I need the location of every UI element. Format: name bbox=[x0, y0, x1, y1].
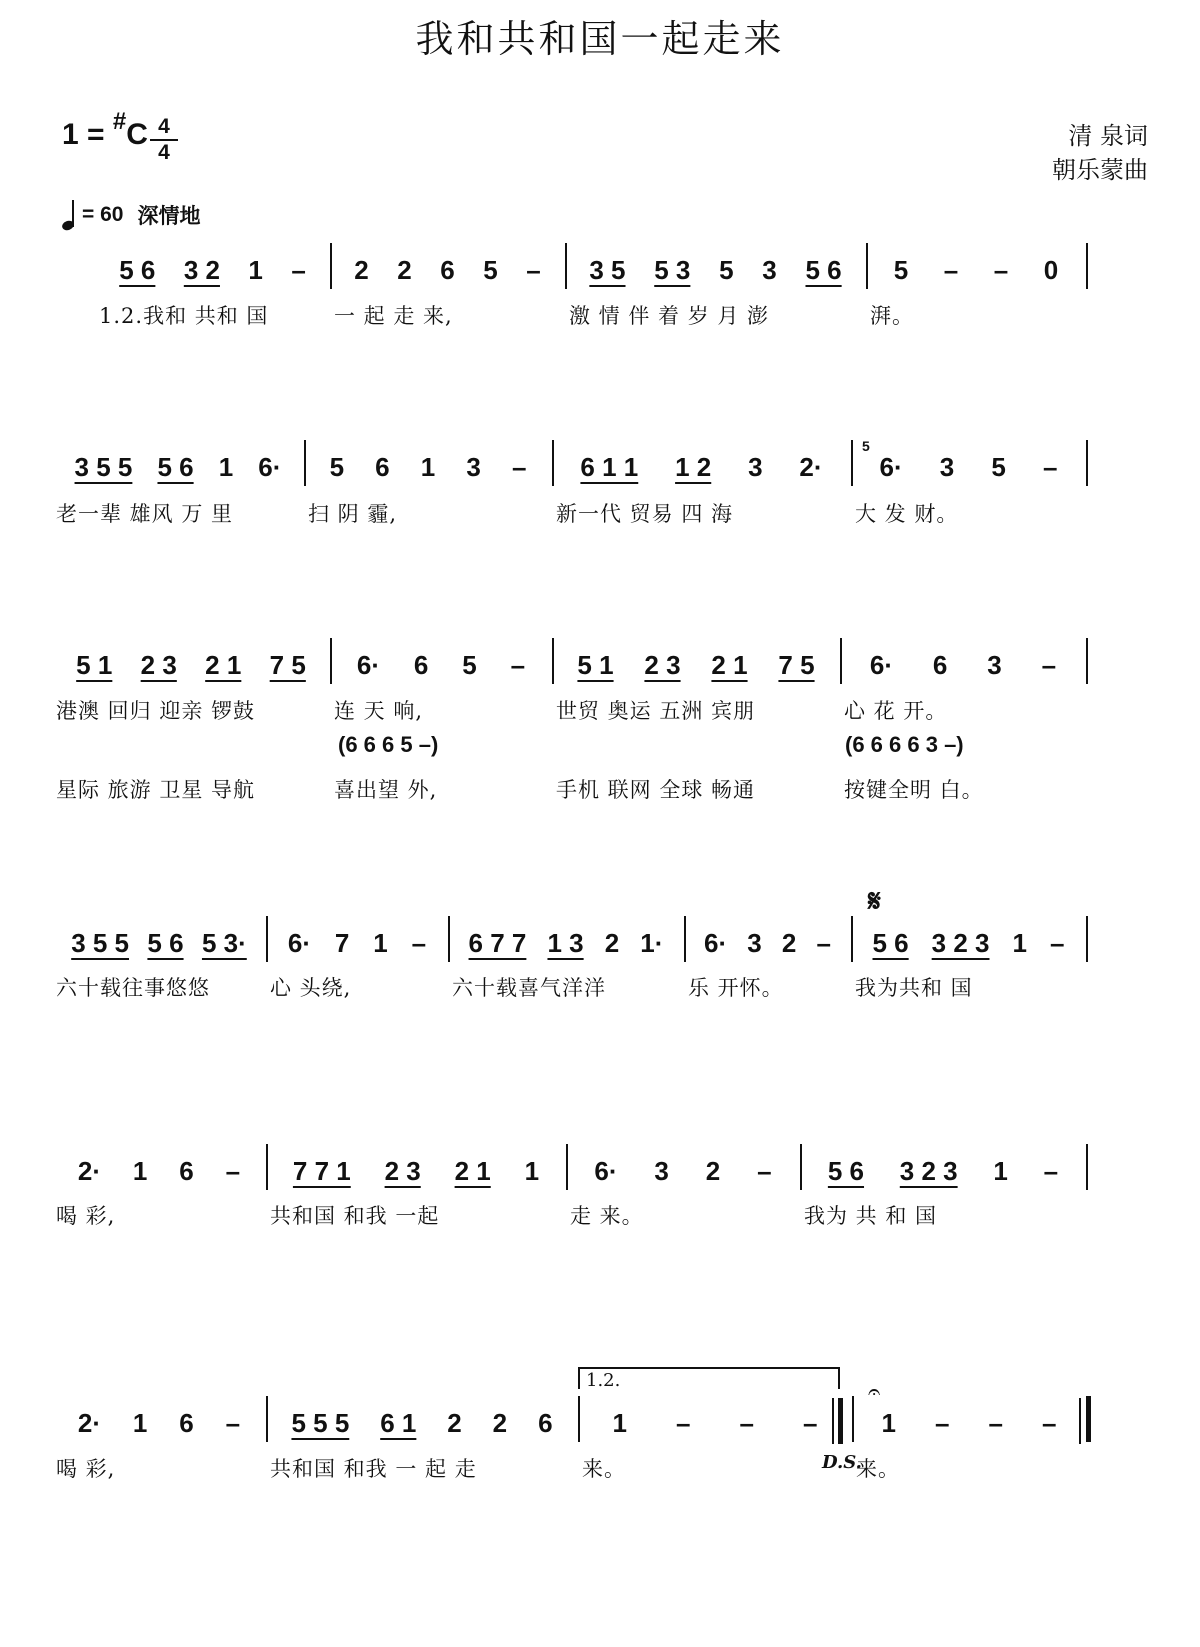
note-group: 5 bbox=[329, 452, 345, 482]
note-group: 2 bbox=[604, 928, 620, 958]
note-group: – bbox=[1041, 650, 1057, 680]
key-signature bbox=[62, 108, 148, 152]
measure bbox=[850, 650, 1076, 681]
note-group: 2· bbox=[799, 452, 823, 482]
lyric-line-verse2: 喜出望 外, bbox=[334, 778, 438, 802]
note-group: 2· bbox=[77, 1408, 102, 1438]
note-group: – bbox=[1043, 1156, 1059, 1186]
note-group: 2 3 bbox=[140, 650, 177, 680]
lyric-line: 喝 彩, bbox=[56, 1204, 116, 1228]
alternate-melody: (6 6 6 5 –) bbox=[338, 732, 439, 757]
note-group: – bbox=[943, 255, 959, 285]
note-group: 3 2 3 bbox=[899, 1156, 958, 1186]
lyric-line-verse2: 星际 旅游 卫星 导航 bbox=[56, 778, 256, 802]
lyric-line: 世贸 奥运 五洲 宾朋 bbox=[556, 699, 756, 723]
lyric-line: 喝 彩, bbox=[56, 1457, 116, 1481]
measure bbox=[276, 1408, 568, 1439]
note-group: 5 6 bbox=[805, 255, 842, 285]
note-group: 5 bbox=[893, 255, 909, 285]
song-title: 我和共和国一起走来 bbox=[415, 17, 785, 61]
barline bbox=[851, 440, 853, 486]
measure bbox=[458, 928, 674, 959]
note-group: 6· bbox=[287, 928, 312, 958]
barline bbox=[566, 1144, 568, 1190]
barline bbox=[565, 243, 567, 289]
note-group: 5 6 bbox=[157, 452, 194, 482]
note-group: 1 bbox=[881, 1408, 896, 1438]
note-group: 2 3 bbox=[644, 650, 681, 680]
note-group: 7 5 bbox=[269, 650, 306, 680]
note-group: 2 bbox=[354, 255, 369, 285]
lyric-line: 港澳 回归 迎亲 锣鼓 bbox=[56, 699, 256, 723]
note-group: 5 3· bbox=[201, 928, 247, 958]
note-group: 3 2 bbox=[183, 255, 220, 285]
barline bbox=[1086, 638, 1088, 684]
note-group: 3 bbox=[748, 452, 763, 482]
barline bbox=[851, 916, 853, 962]
measure bbox=[276, 1156, 556, 1187]
measure bbox=[62, 1156, 256, 1187]
note-group: – bbox=[225, 1156, 241, 1186]
measure bbox=[276, 928, 438, 959]
note-group: 2 3 bbox=[384, 1156, 421, 1186]
barline bbox=[1086, 440, 1088, 486]
note-group: 7 5 bbox=[778, 650, 815, 680]
lyric-line: 激 情 伴 着 岁 月 澎 bbox=[569, 304, 770, 328]
lyric-line: 六十载往事悠悠 bbox=[56, 976, 210, 1000]
note-group: 1 bbox=[524, 1156, 540, 1186]
time-signature bbox=[150, 116, 178, 164]
note-group: – bbox=[291, 255, 306, 285]
note-group: 5 bbox=[719, 255, 734, 285]
barline bbox=[852, 1396, 854, 1442]
note-group: 6 bbox=[440, 255, 455, 285]
note-group: 5 5 5 bbox=[291, 1408, 350, 1438]
lyric-line: 乐 开怀。 bbox=[688, 976, 784, 1000]
lyric-line: 共和国 和我 一 起 走 bbox=[270, 1457, 477, 1481]
barline bbox=[266, 1144, 268, 1190]
lyric-line: 1.2.我和 共和 国 bbox=[99, 304, 269, 328]
final-barline bbox=[1086, 1396, 1091, 1442]
note-group: 5 6 bbox=[147, 928, 184, 958]
barline bbox=[552, 440, 554, 486]
lyric-line: 心 花 开。 bbox=[844, 699, 948, 723]
measure bbox=[62, 452, 294, 483]
note-group: – bbox=[993, 255, 1009, 285]
barline bbox=[684, 916, 686, 962]
note-group: 6 bbox=[179, 1156, 194, 1186]
barline bbox=[866, 243, 868, 289]
note-group: 5 1 bbox=[76, 650, 113, 680]
note-group: – bbox=[411, 928, 427, 958]
lyric-line: 一 起 走 来, bbox=[334, 304, 453, 328]
barline bbox=[330, 243, 332, 289]
lyric-line: 走 来。 bbox=[570, 1204, 644, 1228]
barline bbox=[800, 1144, 802, 1190]
note-group: 6· bbox=[594, 1156, 618, 1186]
fermata-icon: 𝄐 bbox=[868, 1380, 881, 1405]
note-group: 6 7 7 bbox=[468, 928, 527, 958]
measure bbox=[105, 255, 320, 286]
note-group: 1 bbox=[248, 255, 263, 285]
barline bbox=[266, 1396, 268, 1442]
measure bbox=[876, 255, 1076, 286]
note-group: 1 bbox=[1012, 928, 1027, 958]
note-group: – bbox=[816, 928, 831, 958]
lyric-line: 老一辈 雄风 万 里 bbox=[56, 502, 234, 526]
lyric-line-verse2: 按键全明 白。 bbox=[844, 778, 984, 802]
note-group: 5 bbox=[991, 452, 1006, 482]
key-prefix: 1 = bbox=[62, 118, 105, 151]
note-group: 2 bbox=[397, 255, 412, 285]
note-group: 5 bbox=[462, 650, 477, 680]
barline bbox=[840, 638, 842, 684]
final-barline-thin bbox=[1079, 1398, 1081, 1444]
measure bbox=[314, 452, 542, 483]
note-group: – bbox=[739, 1408, 754, 1438]
note-group: 2 1 bbox=[711, 650, 748, 680]
measure bbox=[562, 650, 830, 681]
note-group: 6 1 1 bbox=[580, 452, 639, 482]
note-group: 1 bbox=[420, 452, 436, 482]
time-sig-bottom: 4 bbox=[158, 141, 170, 164]
barline bbox=[1086, 1144, 1088, 1190]
lyricist-credit: 清 泉词 bbox=[1068, 122, 1148, 150]
note-group: – bbox=[526, 255, 541, 285]
measure bbox=[340, 255, 555, 286]
note-group: 5 1 bbox=[577, 650, 614, 680]
tempo-expression: 深情地 bbox=[137, 205, 201, 228]
lyric-line: 来。 bbox=[856, 1457, 900, 1481]
note-group: 1 2 bbox=[675, 452, 712, 482]
note-group: 6 bbox=[179, 1408, 194, 1438]
note-group: 3 5 5 bbox=[71, 928, 130, 958]
note-group: – bbox=[1050, 928, 1065, 958]
note-group: 2 bbox=[781, 928, 797, 958]
measure bbox=[340, 650, 542, 681]
measure bbox=[62, 1408, 256, 1439]
note-group: 5 6 bbox=[827, 1156, 865, 1186]
note-group: 6 bbox=[538, 1408, 553, 1438]
barline bbox=[1086, 916, 1088, 962]
lyric-line: 湃。 bbox=[870, 304, 914, 328]
note-group: 3 5 5 bbox=[74, 452, 133, 482]
sharp-sign: # bbox=[112, 108, 127, 135]
repeat-barline-thin bbox=[832, 1398, 834, 1444]
note-group: 3 2 3 bbox=[931, 928, 990, 958]
note-group: 7 bbox=[334, 928, 350, 958]
tempo-value: = 60 bbox=[82, 203, 124, 226]
note-group: 6· bbox=[869, 650, 894, 680]
measure bbox=[62, 650, 320, 681]
note-group: 1 bbox=[373, 928, 388, 958]
note-group: 0 bbox=[1043, 255, 1059, 285]
note-group: 6 1 bbox=[380, 1408, 417, 1438]
lyric-line-verse2: 手机 联网 全球 畅通 bbox=[556, 778, 756, 802]
lyric-line: 大 发 财。 bbox=[855, 502, 959, 526]
barline bbox=[304, 440, 306, 486]
note-group: 1 bbox=[612, 1408, 627, 1438]
note-group: 6· bbox=[704, 928, 728, 958]
measure bbox=[576, 1156, 790, 1187]
volta-label: 1.2. bbox=[586, 1370, 621, 1391]
note-group: 3 bbox=[747, 928, 762, 958]
note-group: – bbox=[757, 1156, 772, 1186]
lyric-line: 连 天 响, bbox=[334, 699, 424, 723]
note-group: 1 bbox=[132, 1408, 148, 1438]
note-group: 1 3 bbox=[547, 928, 584, 958]
note-group: 6· bbox=[879, 452, 903, 482]
note-group: – bbox=[803, 1408, 818, 1438]
lyric-line: 六十载喜气洋洋 bbox=[452, 976, 606, 1000]
note-group: – bbox=[935, 1408, 950, 1438]
note-group: 6 bbox=[932, 650, 948, 680]
note-group: – bbox=[510, 650, 526, 680]
tempo-marking bbox=[62, 200, 200, 230]
barline bbox=[1086, 243, 1088, 289]
composer-credit: 朝乐蒙曲 bbox=[1052, 156, 1148, 184]
note-group: 2· bbox=[77, 1156, 102, 1186]
note-group: 2 bbox=[705, 1156, 721, 1186]
note-group: 6 bbox=[413, 650, 429, 680]
barline bbox=[552, 638, 554, 684]
measure bbox=[861, 928, 1076, 959]
measure bbox=[861, 452, 1076, 483]
lyric-line: 共和国 和我 一起 bbox=[270, 1204, 440, 1228]
key-note: C bbox=[126, 118, 148, 151]
lyric-line: 扫 阴 霾, bbox=[308, 502, 398, 526]
note-group: 3 bbox=[987, 650, 1002, 680]
note-group: – bbox=[1042, 452, 1058, 482]
note-group: 1· bbox=[640, 928, 664, 958]
note-group: – bbox=[1042, 1408, 1057, 1438]
quarter-note-icon bbox=[62, 200, 76, 230]
lyric-line: 新一代 贸易 四 海 bbox=[556, 502, 734, 526]
note-group: 6· bbox=[258, 452, 282, 482]
note-group: 5 6 bbox=[872, 928, 909, 958]
note-group: 6· bbox=[356, 650, 381, 680]
measure bbox=[694, 928, 841, 959]
note-group: 3 bbox=[654, 1156, 669, 1186]
barline bbox=[330, 638, 332, 684]
note-group: 2 1 bbox=[205, 650, 242, 680]
note-group: – bbox=[225, 1408, 241, 1438]
ds-marking: D.S. bbox=[822, 1452, 862, 1473]
note-group: 7 7 1 bbox=[292, 1156, 351, 1186]
lyric-line: 我为共和 国 bbox=[855, 976, 973, 1000]
measure bbox=[62, 928, 256, 959]
note-group: – bbox=[988, 1408, 1003, 1438]
measure bbox=[810, 1156, 1076, 1187]
lyric-line: 心 头绕, bbox=[270, 976, 352, 1000]
time-sig-top: 4 bbox=[158, 115, 170, 138]
measure bbox=[862, 1408, 1076, 1439]
note-group: 2 bbox=[447, 1408, 462, 1438]
segno-sign: 𝄋 bbox=[868, 884, 881, 919]
grace-note: 5 bbox=[862, 438, 870, 454]
lyric-line: 我为 共 和 国 bbox=[804, 1204, 938, 1228]
note-group: 1 bbox=[218, 452, 234, 482]
measure bbox=[575, 255, 856, 286]
lyric-line: 来。 bbox=[582, 1457, 626, 1481]
note-group: 5 6 bbox=[119, 255, 156, 285]
note-group: – bbox=[676, 1408, 691, 1438]
note-group: 3 bbox=[762, 255, 777, 285]
note-group: 3 bbox=[939, 452, 955, 482]
note-group: 5 bbox=[483, 255, 498, 285]
note-group: 6 bbox=[375, 452, 390, 482]
alternate-melody: (6 6 6 6 3 –) bbox=[845, 732, 964, 757]
note-group: 1 bbox=[993, 1156, 1008, 1186]
note-group: 2 bbox=[492, 1408, 508, 1438]
note-group: 1 bbox=[132, 1156, 148, 1186]
barline bbox=[448, 916, 450, 962]
barline bbox=[266, 916, 268, 962]
note-group: 3 bbox=[466, 452, 481, 482]
measure bbox=[588, 1408, 842, 1439]
barline bbox=[578, 1396, 580, 1442]
note-group: 2 1 bbox=[454, 1156, 491, 1186]
note-group: – bbox=[511, 452, 527, 482]
measure bbox=[562, 452, 841, 483]
note-group: 5 3 bbox=[654, 255, 691, 285]
note-group: 3 5 bbox=[589, 255, 626, 285]
